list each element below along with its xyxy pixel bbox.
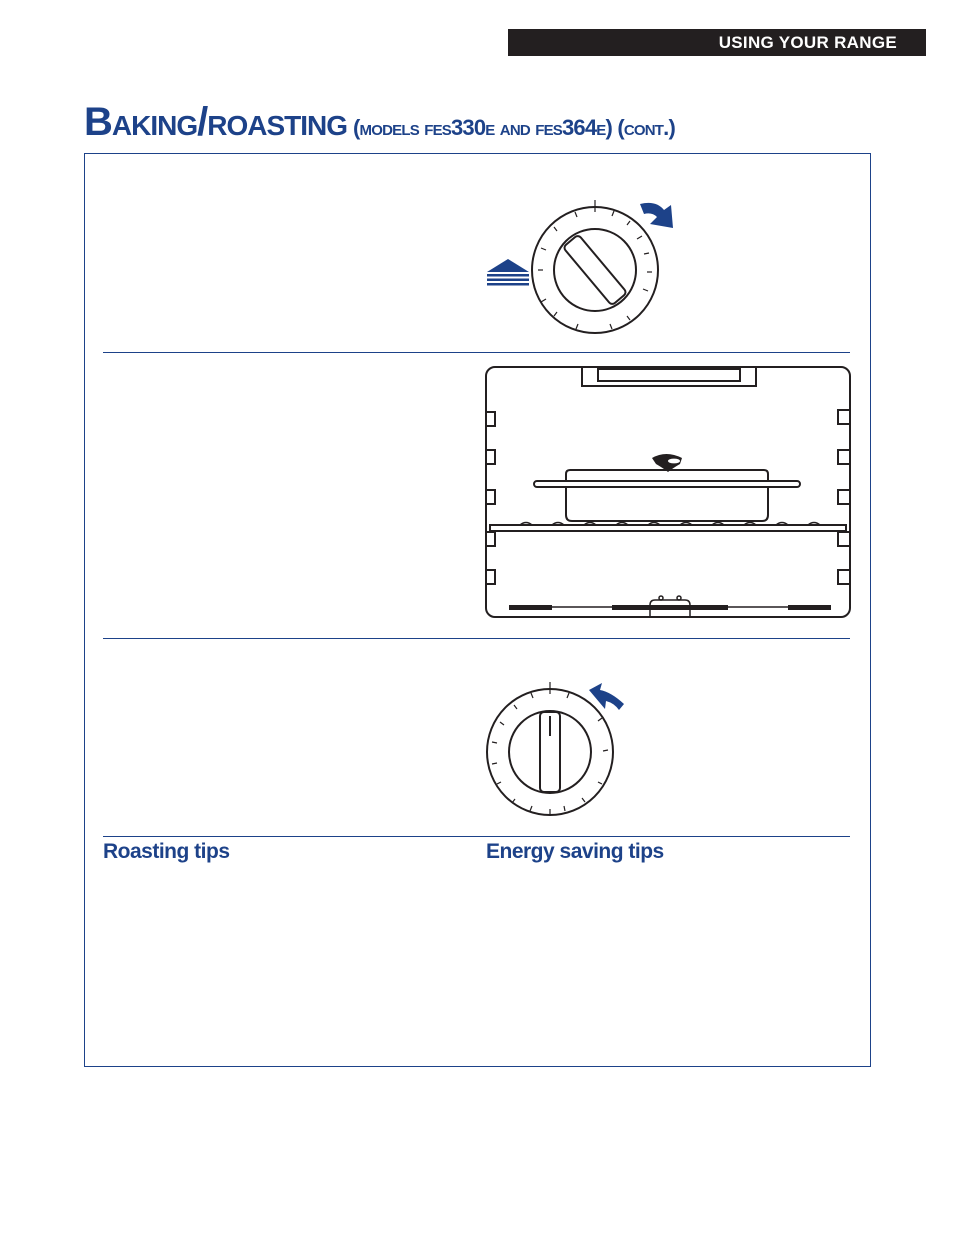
section-header-bar [508,29,926,56]
page-title [84,100,675,145]
knob-turn-clockwise-icon [480,190,690,340]
section-header-label: USING YOUR RANGE [718,32,897,52]
energy-saving-tips-heading: Energy saving tips [486,840,664,863]
section-divider-1 [103,352,850,353]
section-divider-3 [103,836,850,837]
page-title-main: Baking/roasting [84,100,347,144]
section-divider-2 [103,638,850,639]
knob-turn-counterclockwise-icon [480,670,640,830]
roasting-tips-heading: Roasting tips [103,840,230,863]
page-title-subtitle: (models fes330e and fes364e) (cont.) [353,115,675,140]
oven-with-roaster-pan-illustration [480,360,855,622]
